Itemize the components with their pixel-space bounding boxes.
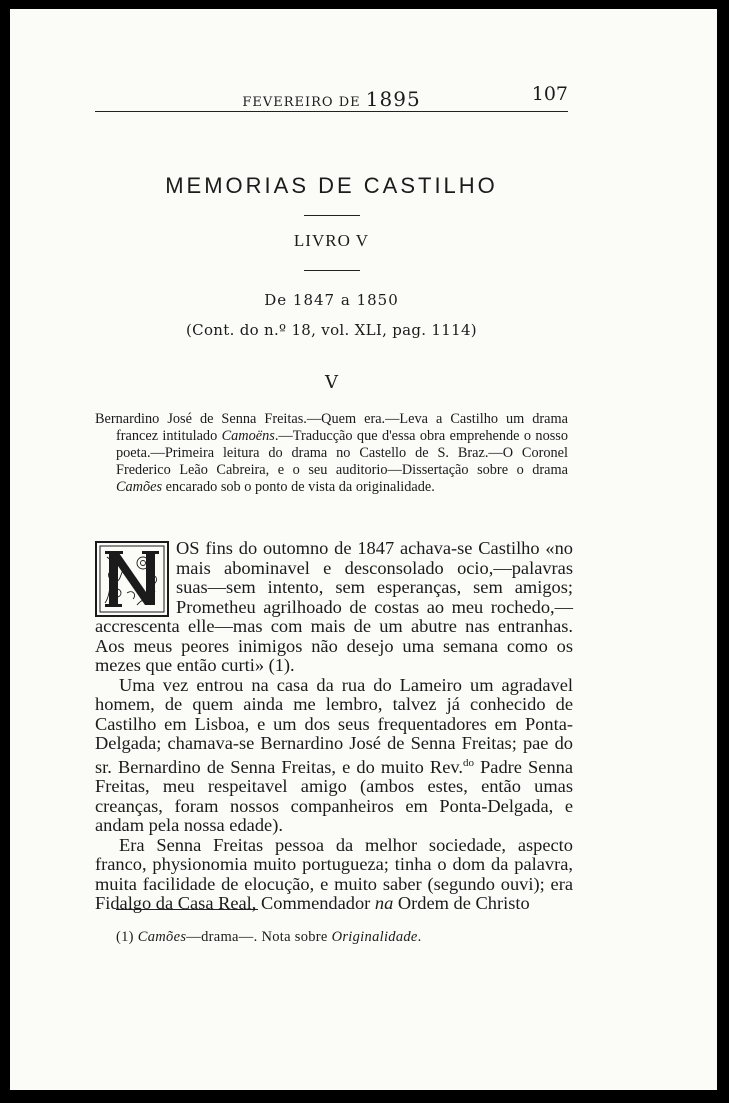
chapter-number: V	[325, 372, 338, 393]
page-number: 107	[531, 83, 568, 105]
summary-paragraph: Bernardino José de Senna Freitas.—Quem era.—Leva a Castilho um drama francez intitulado Camoëns.—Traducção que d'essa obra emprehende o nosso poeta.—Primeira leitura do drama no Castello de S. Braz.—O Coronel Frederico Leão Cabreira, e o seu auditorio—Dissertação sobre o drama Camões encarado sob o ponto de vista da originalidade.	[95, 411, 568, 495]
drop-cap-n	[95, 541, 169, 617]
title-rule	[304, 215, 360, 216]
summary-italic-camoens: Camoëns	[221, 428, 275, 444]
running-head	[95, 87, 568, 111]
running-head-year: 1895	[365, 87, 421, 111]
running-head-text: FEVEREIRO DE	[242, 95, 361, 110]
ornament-icon	[97, 543, 167, 615]
page-header	[95, 79, 568, 112]
article-title: MEMORIAS DE CASTILHO	[165, 173, 498, 198]
paragraph-1: OS fins do outomno de 1847 achava-se Castilho «no mais abominavel e desconsolado ocio,—palavras suas—sem intento, sem esperanças, sem amigos; Prometheu agrilhoado de costas ao meu rochedo,—accrescenta elle—mas com mais de um abutre nas entranhas. Aos meus peores inimigos não desejo uma semana como os mezes que então curti» (1).	[95, 538, 573, 675]
book-heading: LIVRO V	[293, 231, 370, 250]
book-rule	[304, 270, 360, 271]
paragraph-2: Uma vez entrou na casa da rua do Lameiro um agradavel homem, de quem ainda me lembro, talvez já conhecido de Castilho em Lisboa, e um dos seus frequentadores em Ponta-Delgada; chamava-se Bernardino José de Senna Freitas; pae do sr. Bernardino de Senna Freitas, e do muito Rev.$^{do}$ Padre Senna Freitas, meu respeitavel amigo (ambos estes, então umas creanças, foram nossos companheiros em Ponta-Delgada, e andam pela nossa edade).	[95, 674, 573, 836]
body-text	[95, 539, 573, 914]
date-range: De 1847 a 1850	[264, 291, 399, 309]
footnote-rule	[116, 909, 258, 910]
summary-italic-camoes: Camões	[116, 479, 163, 495]
paragraph-3: Era Senna Freitas pessoa da melhor sociedade, aspecto franco, physionomia muito portugueza; tinha o dom da palavra, muita facilidade de elocução, e muito saber (segundo ouvi); era Fidalgo da Casa Real, Commendador na Ordem de Christo	[95, 834, 573, 914]
chapter-summary	[95, 411, 568, 496]
footnote: (1) Camões—drama—. Nota sobre Originalidade.	[116, 929, 422, 945]
book-page	[10, 9, 717, 1090]
continuation-note: (Cont. do n.º 18, vol. XLI, pag. 1114)	[186, 321, 477, 339]
